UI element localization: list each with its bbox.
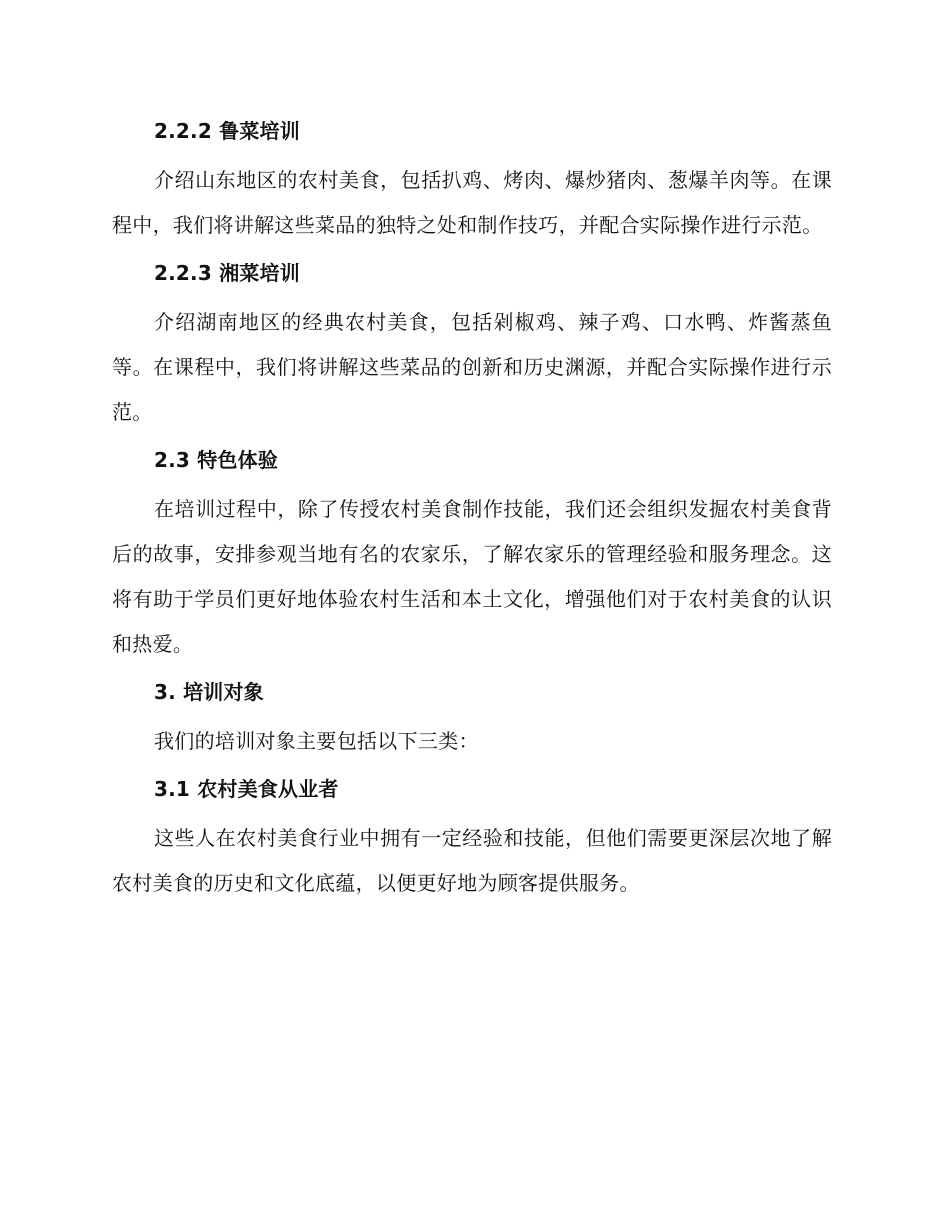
section-heading-2-2-2: 2.2.2 鲁菜培训	[154, 119, 300, 143]
section-paragraph-2-2-2: 介绍山东地区的农村美食，包括扒鸡、烤肉、爆炒猪肉、葱爆羊肉等。在课程中，我们将讲解这些菜品的独特之处和制作技巧，并配合实际操作进行示范。	[112, 168, 832, 237]
section-heading-2-3: 2.3 特色体验	[154, 448, 278, 472]
section-heading-2-2-3: 2.2.3 湘菜培训	[154, 261, 300, 285]
section-heading-3: 3. 培训对象	[154, 680, 264, 704]
section-paragraph-2-2-3: 介绍湖南地区的经典农村美食，包括剁椒鸡、辣子鸡、口水鸭、炸酱蒸鱼等。在课程中，我们将讲解这些菜品的创新和历史渊源，并配合实际操作进行示范。	[112, 310, 832, 424]
section-paragraph-3: 我们的培训对象主要包括以下三类：	[154, 729, 479, 753]
section-heading-3-1: 3.1 农村美食从业者	[154, 777, 339, 801]
section-paragraph-3-1: 这些人在农村美食行业中拥有一定经验和技能，但他们需要更深层次地了解农村美食的历史和文化底蕴，以便更好地为顾客提供服务。	[112, 826, 832, 895]
document-body	[112, 106, 832, 910]
section-paragraph-2-3: 在培训过程中，除了传授农村美食制作技能，我们还会组织发掘农村美食背后的故事，安排参观当地有名的农家乐，了解农家乐的管理经验和服务理念。这将有助于学员们更好地体验农村生活和本土文化，增强他们对于农村美食的认识和热爱。	[112, 497, 832, 656]
